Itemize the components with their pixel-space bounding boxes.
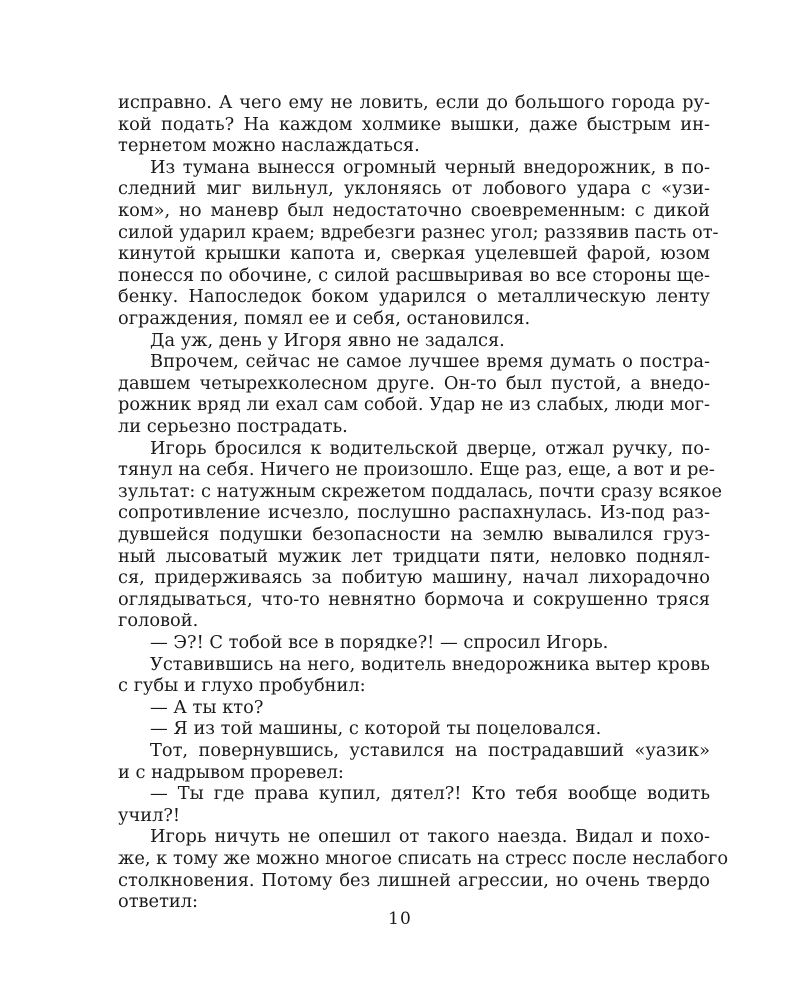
text-line: зультат: с натужным скрежетом поддалась, почти сразу всякое [118,480,722,502]
text-line: Игорь ничуть не опешил от такого наезда. Видал и похо- [150,826,710,848]
text-line: давшем четырехколесном друге. Он-то был пустой, а внедо- [118,372,710,394]
text-line: дувшейся подушки безопасности на землю вывалился груз- [118,524,710,545]
text-line: кой подать? На каждом холмике вышки, даже быстрым ин- [118,113,710,135]
text-line: Тот, повернувшись, уставился на пострадавший «уазик» [150,740,710,761]
text-line: оглядываться, что-то невнятно бормоча и сокрушенно тряся [118,588,710,610]
text-line: — Я из той машины, с которой ты поцеловался. [150,718,602,740]
text-line: ный лысоватый мужик лет тридцати пяти, неловко поднял- [118,545,710,567]
text-line: Игорь бросился к водительской дверце, отжал ручку, по- [150,437,710,459]
text-line: — Э?! С тобой все в порядке?! — спросил Игорь. [150,632,609,653]
text-line: ся, придерживаясь за побитую машину, начал лихорадочно [118,567,710,589]
text-line: — А ты кто? [150,696,264,718]
text-line: Уставившись на него, водитель внедорожника вытер кровь [150,653,710,675]
page-number: 10 [388,909,412,929]
text-line: Впрочем, сейчас не самое лучшее время думать о постра- [150,351,710,373]
text-line: ограждения, помял ее и себя, остановился. [118,308,531,329]
text-line: и с надрывом проревел: [118,761,344,783]
text-line: силой ударил краем; вдребезги разнес угол; раззявив пасть от- [118,221,719,243]
text-line: головой. [118,610,199,632]
text-line: понесся по обочине, с силой расшвыривая во все стороны ще- [118,264,710,286]
text-line: ответил: [118,891,199,913]
text-line: кинутой крышки капота и, сверкая уцелевшей фарой, юзом [118,243,710,265]
text-line: с губы и глухо пробубнил: [118,675,366,697]
text-line: — Ты где права купил, дятел?! Кто тебя вообще водить [150,783,710,805]
text-line: Из тумана вынесся огромный черный внедорожник, в по- [150,156,710,178]
text-line: Да уж, день у Игоря явно не задался. [150,329,505,351]
text-line: следний миг вильнул, уклоняясь от лобового удара с «узи- [118,178,710,200]
text-line: рожник вряд ли ехал сам собой. Удар не из слабых, люди мог- [118,394,710,416]
text-line: бенку. Напоследок боком ударился о металлическую ленту [118,286,710,308]
text-line: же, к тому же можно многое списать на стресс после неслабого [118,848,729,869]
text-line: исправно. А чего ему не ловить, если до большого города ру- [118,92,710,113]
text-line: столкновения. Потому без лишней агрессии, но очень твердо [118,869,710,891]
text-line: тернетом можно наслаждаться. [118,135,420,157]
text-line: ли серьезно пострадать. [118,416,348,437]
text-line: тянул на себя. Ничего не произошло. Еще раз, еще, а вот и ре- [118,459,715,481]
text-line: ком», но маневр был недостаточно своевременным: с дикой [118,200,710,221]
text-line: сопротивление исчезло, послушно распахнулась. Из-под раз- [118,502,710,524]
text-line: учил?! [118,804,181,826]
